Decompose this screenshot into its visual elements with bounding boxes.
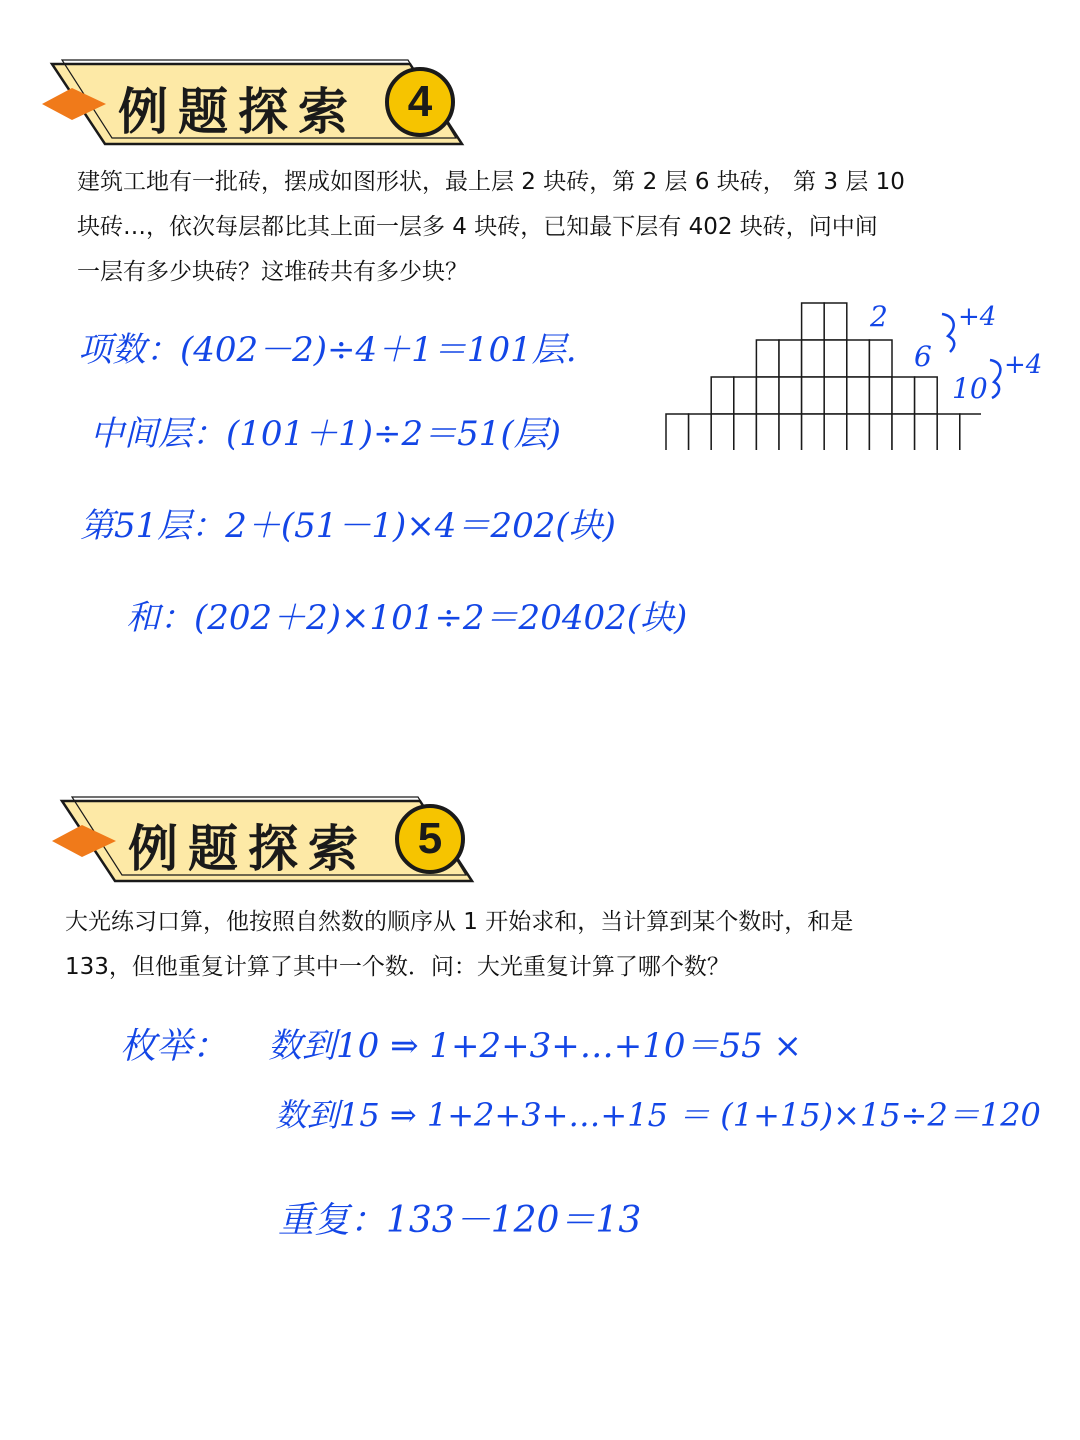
brick: [666, 414, 689, 450]
solution-enumerate-15: 数到15 ⇒ 1+2+3+…+15 ＝ (1+15)×15÷2＝120: [275, 1096, 1041, 1134]
brick: [869, 377, 892, 414]
solution-repeat: 重复：133－120＝13: [278, 1200, 642, 1241]
pyramid-diff-label-1: +4: [958, 302, 997, 332]
solution-layer-51: 第51层：2＋(51－1)×4＝202(块): [80, 506, 616, 546]
brick: [689, 414, 712, 450]
brick: [756, 377, 779, 414]
solution-sum: 和：(202＋2)×101÷2＝20402(块): [126, 598, 688, 638]
brick: [892, 414, 915, 450]
brick: [756, 414, 779, 450]
example4-banner: [40, 58, 470, 150]
problem-line: 一层有多少块砖？这堆砖共有多少块？: [77, 259, 468, 285]
example4-problem: [77, 160, 905, 295]
brick: [892, 377, 915, 414]
example5-problem: [65, 900, 853, 990]
brick: [824, 340, 847, 377]
brick: [847, 414, 870, 450]
brick: [779, 414, 802, 450]
brick: [824, 414, 847, 450]
example5-number-badge: 5: [395, 804, 465, 874]
brick: [915, 414, 938, 450]
solution-middle-layer: 中间层：(101＋1)÷2＝51(层): [90, 414, 561, 454]
example4-number-badge: 4: [385, 67, 455, 137]
pyramid-label-second: 6: [914, 340, 932, 373]
brick: [869, 340, 892, 377]
brick: [824, 303, 847, 340]
problem-line: 块砖…，依次每层都比其上面一层多 4 块砖，已知最下层有 402 块砖，问中间: [77, 214, 878, 240]
example5-banner: [50, 795, 480, 887]
example4-title: 例题探索: [118, 83, 358, 141]
solution-enumerate-label: 枚举：: [120, 1026, 229, 1067]
brick: [779, 340, 802, 377]
brick: [802, 377, 825, 414]
brick: [824, 377, 847, 414]
brick: [756, 340, 779, 377]
pyramid-label-third: 10: [952, 372, 988, 405]
problem-line: 建筑工地有一批砖，摆成如图形状，最上层 2 块砖，第 2 层 6 块砖， 第 3 层 10: [77, 169, 905, 195]
brick: [779, 377, 802, 414]
brick: [847, 377, 870, 414]
brick: [711, 414, 734, 450]
brick: [960, 414, 981, 450]
example5-title: 例题探索: [128, 820, 368, 878]
solution-enumerate-10: 数到10 ⇒ 1+2+3+…+10＝55 ×: [268, 1026, 803, 1066]
brick: [734, 377, 757, 414]
pyramid-label-top: 2: [870, 300, 888, 333]
solution-terms-count: 项数：(402－2)÷4＋1＝101层.: [78, 330, 577, 370]
brick: [711, 377, 734, 414]
pyramid-diff-label-2: +4: [1004, 350, 1043, 380]
brick: [937, 414, 960, 450]
brick: [802, 340, 825, 377]
brick: [802, 414, 825, 450]
brick: [734, 414, 757, 450]
brick: [869, 414, 892, 450]
problem-line: 大光练习口算，他按照自然数的顺序从 1 开始求和，当计算到某个数时，和是: [65, 909, 854, 935]
brick: [847, 340, 870, 377]
problem-line: 133，但他重复计算了其中一个数．问：大光重复计算了哪个数？: [65, 954, 730, 980]
brick: [802, 303, 825, 340]
